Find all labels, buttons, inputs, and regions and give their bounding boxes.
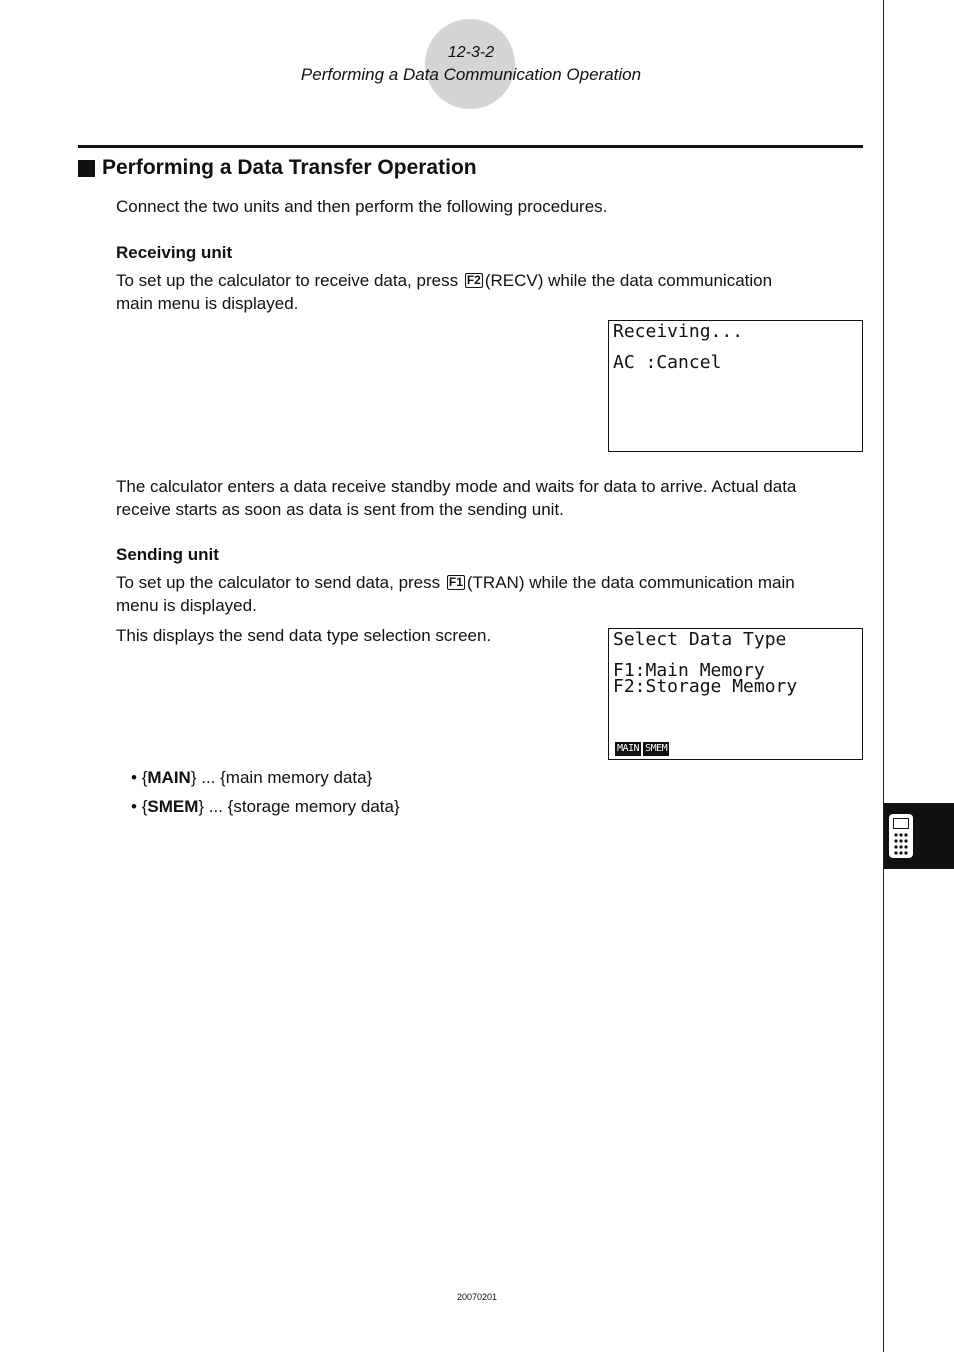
receiving-text-after: (RECV) while the data communication [484, 271, 773, 290]
option-key: SMEM [147, 797, 199, 816]
sending-screen-line3: F2:Storage Memory [613, 676, 798, 697]
receiving-desc-line2: receive starts as soon as data is sent from the sending unit. [116, 500, 564, 519]
receiving-screen-line1: Receiving... [613, 321, 744, 342]
sending-text-line2: menu is displayed. [116, 596, 257, 615]
softkey-bar [615, 742, 669, 756]
sending-screen-line2: F1:Main Memory [613, 660, 765, 681]
calculator-icon [888, 813, 914, 859]
receiving-heading: Receiving unit [116, 243, 233, 262]
sending-display-text: This displays the send data type selection screen. [116, 626, 492, 645]
receiving-description [116, 475, 796, 521]
bullet-icon: • [131, 768, 137, 787]
receiving-desc-line1: The calculator enters a data receive standby mode and waits for data to arrive. Actual data [116, 477, 797, 496]
page-side-rule [883, 0, 884, 1352]
f2-key-icon: F2 [466, 273, 481, 287]
f1-key-icon: F1 [448, 575, 463, 589]
option-smem [131, 795, 400, 818]
option-main [131, 766, 372, 789]
sending-text-before: To set up the calculator to send data, press [116, 573, 441, 592]
softkey-main: MAIN [617, 743, 640, 754]
sending-screen-line1: Select Data Type [613, 629, 787, 650]
option-description: } ... {storage memory data} [198, 797, 400, 816]
softkey-smem: SMEM [645, 743, 668, 754]
section-title: Performing a Data Transfer Operation [102, 156, 477, 179]
intro-text: Connect the two units and then perform the following procedures. [116, 197, 608, 216]
receiving-screen-line2: AC :Cancel [613, 352, 722, 373]
footer-code: 20070201 [456, 1292, 498, 1302]
option-open-brace: { [141, 768, 148, 787]
option-open-brace: { [141, 797, 148, 816]
option-key: MAIN [147, 768, 191, 787]
receiving-text-line2: main menu is displayed. [116, 294, 299, 313]
section-heading [78, 156, 477, 180]
receiving-text-before: To set up the calculator to receive data, press [116, 271, 459, 290]
page-number: 12-3-2 [447, 44, 495, 61]
sending-heading: Sending unit [116, 545, 219, 564]
header-circle-decoration [425, 19, 515, 109]
section-divider [78, 145, 863, 148]
chapter-tab [884, 803, 954, 869]
receiving-screen [608, 320, 863, 452]
sending-instruction [116, 571, 795, 617]
option-description: } ... {main memory data} [190, 768, 373, 787]
bullet-icon: • [131, 797, 137, 816]
page-subtitle: Performing a Data Communication Operation [300, 65, 642, 84]
sending-screen [608, 628, 863, 760]
square-bullet-icon [78, 160, 95, 177]
sending-text-after: (TRAN) while the data communication main [466, 573, 795, 592]
receiving-instruction [116, 269, 772, 315]
